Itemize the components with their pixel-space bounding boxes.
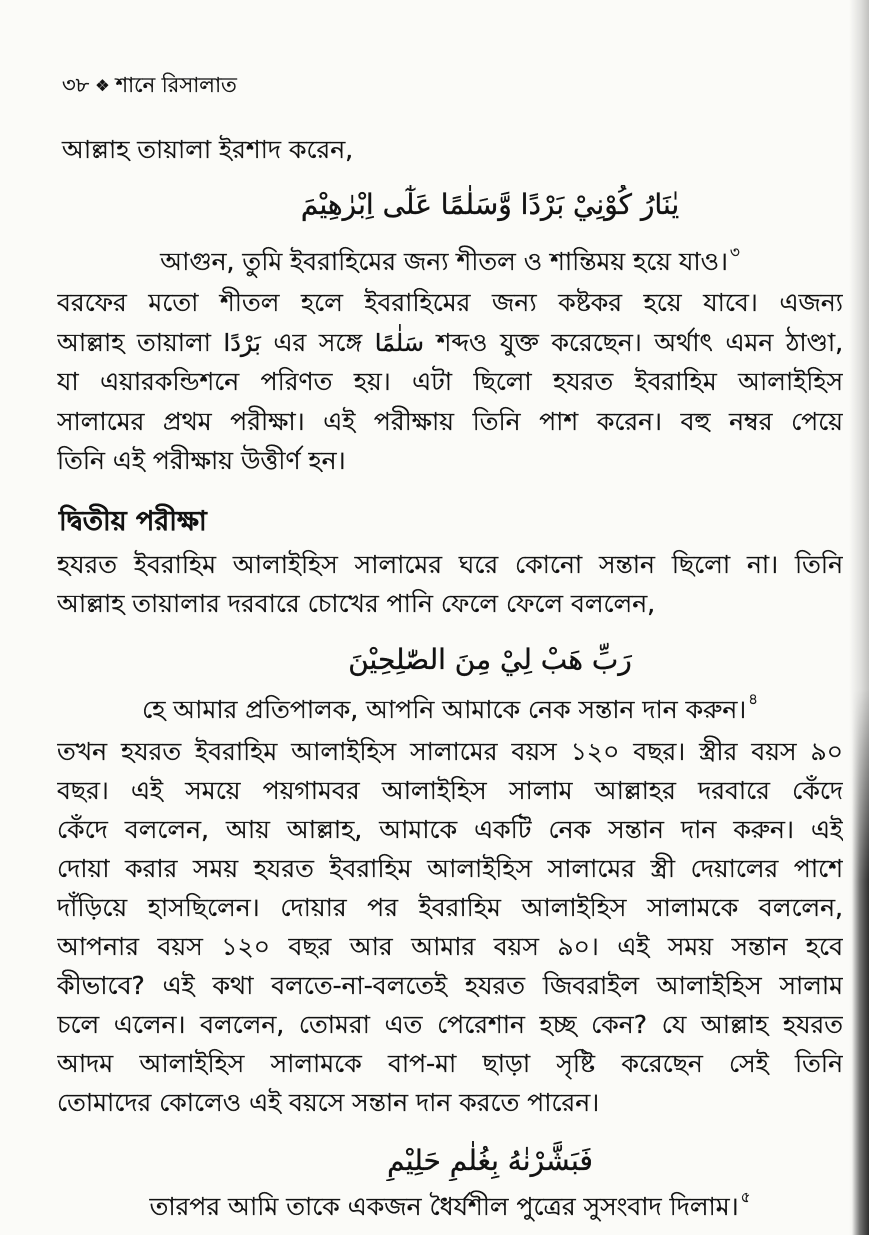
paragraph-line: তোমাদের কোলেও এই বয়সে সন্তান দান করতে পারেন। xyxy=(57,1088,600,1118)
paragraph-line: যা এয়ারকন্ডিশনে পরিণত হয়। এটা ছিলো হযরত ইবরাহিম আলাইহিস xyxy=(57,367,843,396)
arabic-verse-3: فَبَشَّرْنٰهُ بِغُلٰمٍ حَلِيْمٍ xyxy=(387,1143,593,1177)
binding-edge-shadow xyxy=(852,690,869,1235)
ornament-icon: ❖ xyxy=(95,76,110,95)
page-number: ৩৮ xyxy=(62,73,90,97)
translation-text: আগুন, তুমি ইবরাহিমের জন্য শীতল ও শান্তিময় হয়ে যাও। xyxy=(160,247,728,276)
verse-1-translation xyxy=(57,242,843,282)
verse-2-translation xyxy=(57,690,843,730)
line-text: শব্দও যুক্ত করেছেন। অর্থাৎ এমন ঠাণ্ডা, xyxy=(436,327,843,357)
arabic-word: سَلٰمًا xyxy=(374,328,424,357)
translation-text: তারপর আমি তাকে একজন ধৈর্যশীল পুত্রের সুসংবাদ দিলাম। xyxy=(149,1191,739,1221)
footnote-marker: ৪ xyxy=(748,690,758,709)
paragraph-line: হযরত ইবরাহিম আলাইহিস সালামের ঘরে কোনো সন্তান ছিলো না। তিনি xyxy=(57,549,843,579)
section-heading: দ্বিতীয় পরীক্ষা xyxy=(59,505,207,537)
translation-text: হে আমার প্রতিপালক, আপনি আমাকে নেক সন্তান দান করুন। xyxy=(142,694,747,724)
footnote-marker: ৫ xyxy=(740,1188,751,1206)
paragraph-line-mixed xyxy=(57,323,843,363)
paragraph-line: কেঁদে বললেন, আয় আল্লাহ, আমাকে একটি নেক সন্তান দান করুন। এই xyxy=(57,814,843,844)
running-header xyxy=(57,70,843,100)
running-title: শানে রিসালাত xyxy=(115,73,237,97)
page-content xyxy=(57,0,843,1225)
paragraph-2 xyxy=(57,545,843,624)
paragraph-line: বছর। এই সময়ে পয়গামবর আলাইহিস সালাম আল্লাহর দরবারে কেঁদে xyxy=(57,775,843,805)
paragraph-line: কীভাবে? এই কথা বলতে-না-বলতেই হযরত জিবরাইল আলাইহিস সালাম xyxy=(57,971,843,1001)
paragraph-line: আল্লাহ তায়ালার দরবারে চোখের পানি ফেলে ফেলে বললেন, xyxy=(57,589,656,618)
line-text: আল্লাহ তায়ালা xyxy=(57,327,211,357)
verse-3-translation xyxy=(57,1189,843,1225)
intro-line: আল্লাহ তায়ালা ইরশাদ করেন, xyxy=(62,135,354,164)
paragraph-line: তখন হযরত ইবরাহিম আলাইহিস সালামের বয়স ১২০ বছর। স্ত্রীর বয়স ৯০ xyxy=(57,736,843,766)
paragraph-line: চলে এলেন। বললেন, তোমরা এত পেরেশান হচ্ছ কেন? যে আল্লাহ হযরত xyxy=(57,1010,843,1040)
paragraph-line: আপনার বয়স ১২০ বছর আর আমার বয়স ৯০। এই সময় সন্তান হবে xyxy=(57,931,843,961)
paragraph-line: দোয়া করার সময় হযরত ইবরাহিম আলাইহিস সালামের স্ত্রী দেয়ালের পাশে xyxy=(57,853,843,883)
line-text: এর সঙ্গে xyxy=(273,327,363,357)
paragraph-line: দাঁড়িয়ে হাসছিলেন। দোয়ার পর ইবরাহিম আলাইহিস সালামকে বললেন, xyxy=(57,892,843,922)
paragraph-3 xyxy=(57,732,843,1123)
paragraph-1 xyxy=(57,283,843,481)
arabic-verse-2: رَبِّ هَبْ لِيْ مِنَ الصّٰلِحِيْنَ xyxy=(348,642,632,676)
arabic-word: بَرْدًا xyxy=(223,328,261,357)
paragraph-line: বরফের মতো শীতল হলে ইবরাহিমের জন্য কষ্টকর হয়ে যাবে। এজন্য xyxy=(57,288,843,317)
paragraph-line: তিনি এই পরীক্ষায় উত্তীর্ণ হন। xyxy=(57,446,346,475)
paragraph-line: আদম আলাইহিস সালামকে বাপ-মা ছাড়া সৃষ্টি করেছেন সেই তিনি xyxy=(57,1049,843,1079)
footnote-marker: ৩ xyxy=(729,242,740,261)
paragraph-line: সালামের প্রথম পরীক্ষা। এই পরীক্ষায় তিনি পাশ করেন। বহু নম্বর পেয়ে xyxy=(57,406,843,436)
arabic-verse-1: يٰنَارُ كُوْنِيْ بَرْدًا وَّسَلٰمًا عَلٰٓى اِبْرٰهِيْمَ xyxy=(300,188,680,221)
